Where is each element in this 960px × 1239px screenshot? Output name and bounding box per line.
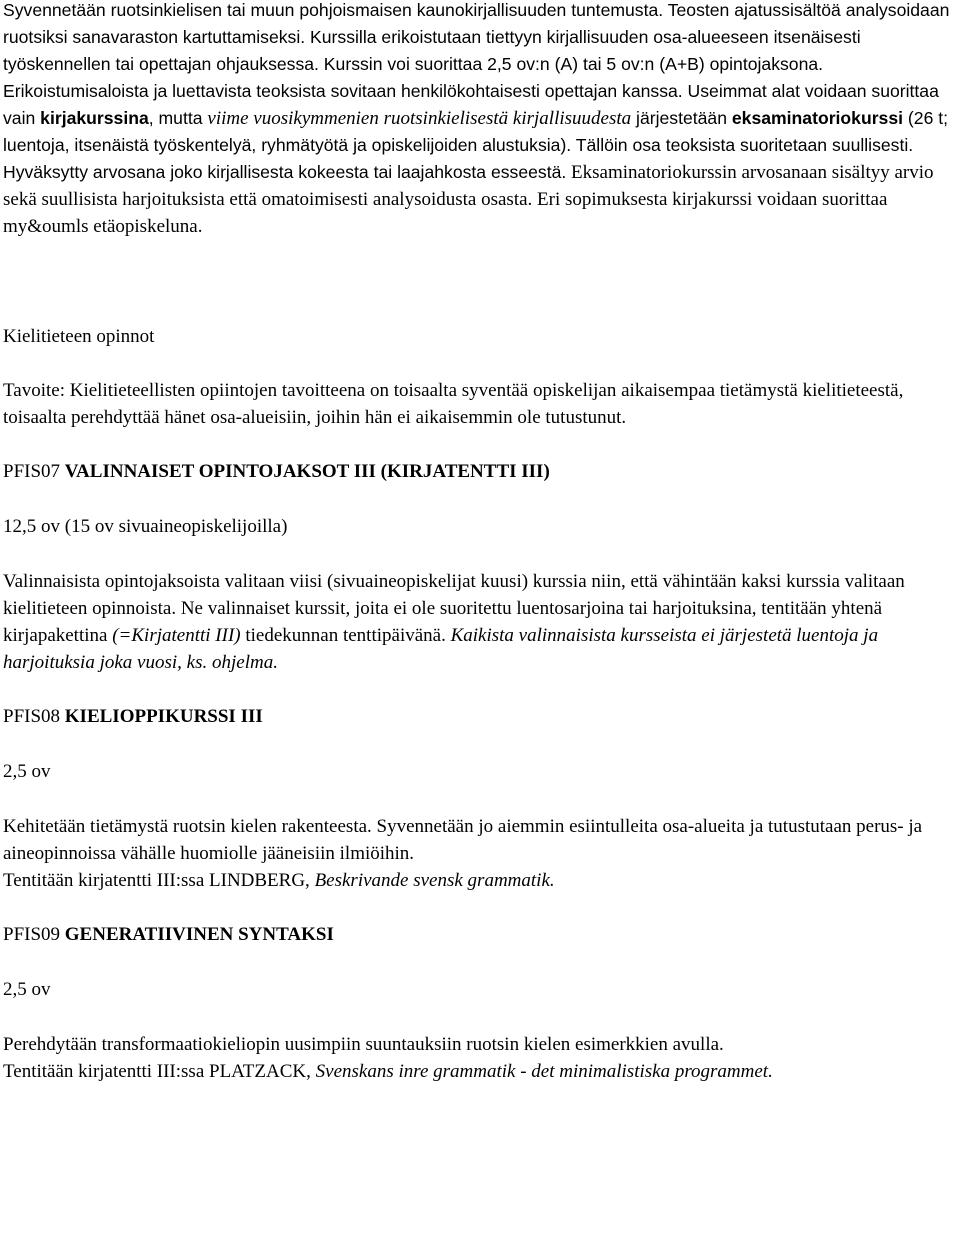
section-goal: Tavoite: Kielitieteellisten opiintojen tavoitteena on toisaalta syventää opiskelijan aikaisempaa tietämystä kielitieteestä, toisaalta perehdyttää hänet osa-alueisiin, joihin hän ei aikaisemmin ole tutustunut. xyxy=(3,380,904,428)
intro-text-4: (26 t; luentoja, itsenäistä työskentelyä, ryhmätyötä ja opiskelijoiden alustuksia). Tällöin osa teoksista suoritetaan suullisesti. xyxy=(3,108,949,155)
course-desc-italic: (=Kirjatentti III) xyxy=(112,625,241,646)
course-name: GENERATIIVINEN SYNTAKSI xyxy=(64,924,334,945)
course-credits-pfis09: 2,5 ov xyxy=(3,979,51,1000)
intro-block xyxy=(3,0,958,240)
course-exam-pfis08 xyxy=(3,867,958,894)
intro-text-3: järjestetään xyxy=(631,108,732,128)
intro-text-2: , mutta xyxy=(148,108,208,128)
course-code: PFIS07 xyxy=(3,461,65,482)
course-desc-pfis08: Kehitetään tietämystä ruotsin kielen rakenteesta. Syvennetään jo aiemmin esiintulleita osa-alueita ja tutustutaan perus- ja aineopinnoissa vähälle huomiolle jääneisiin ilmiöihin. xyxy=(3,816,923,864)
course-exam-pfis09 xyxy=(3,1058,958,1085)
course-name: KIELIOPPIKURSSI III xyxy=(64,706,263,727)
course-desc-text: Valinnaisista opintojaksoista valitaan viisi (sivuaineopiskelijat kuusi) kurssia niin, että vähintään kaksi kurssia valitaan kielitieteen opinnoista. Ne valinnaiset kurssit, joita ei ole suoritettu luentosarjoina tai harjoituksina, tentitään yhtenä kirjapakettina xyxy=(3,571,905,646)
grading-text-sans: Hyväksytty arvosana joko kirjallisesta kokeesta tai laajahkosta esseestä. xyxy=(3,162,567,182)
course-title-pfis07 xyxy=(3,458,958,485)
intro-bold-term-exam-course: eksaminatoriokurssi xyxy=(731,108,904,128)
course-code: PFIS09 xyxy=(3,924,65,945)
course-name: VALINNAISET OPINTOJAKSOT III (KIRJATENTTI III) xyxy=(64,461,550,482)
course-exam-book-title: Svenskans inre grammatik - det minimalistiska programmet. xyxy=(315,1061,773,1082)
intro-bold-term-book-course: kirjakurssina xyxy=(40,108,149,128)
intro-text: Syvennetään ruotsinkielisen tai muun pohjoismaisen kaunokirjallisuuden tuntemusta. Teosten ajatussisältöä analysoidaan ruotsiksi sanavaraston kartuttamiseksi. Kurssilla erikoistutaan tiettyyn kirjallisuuden osa-alueeseen itsenäisesti työskennellen tai opettajan ohjauksessa. Kurssin voi suorittaa 2,5 ov:n (A) tai 5 ov:n (A+B) opintojaksona. Erikoistumisaloista ja luettavista teoksista sovitaan henkilökohtaisesti opettajan kanssa. Useimmat alat voidaan suorittaa vain xyxy=(3,0,950,128)
course-desc-pfis07 xyxy=(3,568,958,676)
course-desc-text-2: tiedekunnan tenttipäivänä. xyxy=(240,625,451,646)
grading-text-serif: Eksaminatoriokurssin arvosanaan sisältyy arvio sekä suullisista harjoituksista että omatoimisesti analysoidusta osasta. Eri sopimuksesta kirjakurssi voidaan suorittaa my&oumls etäopiskeluna. xyxy=(3,162,934,237)
course-title-pfis09 xyxy=(3,921,958,948)
course-credits-pfis08: 2,5 ov xyxy=(3,761,51,782)
course-exam-text: Tentitään kirjatentti III:ssa LINDBERG, xyxy=(3,870,315,891)
course-title-pfis08 xyxy=(3,703,958,730)
intro-italic-phrase: viime vuosikymmenien ruotsinkielisestä kirjallisuudesta xyxy=(207,108,632,129)
course-desc-italic-2: Kaikista valinnaisista kursseista ei järjestetä luentoja ja harjoituksia joka vuosi, ks. ohjelma. xyxy=(3,625,879,673)
course-code: PFIS08 xyxy=(3,706,65,727)
course-exam-book-title: Beskrivande svensk grammatik. xyxy=(314,870,555,891)
section-heading: Kielitieteen opinnot xyxy=(3,326,155,347)
intro-paragraph xyxy=(3,0,958,159)
course-desc-pfis09: Perehdytään transformaatiokieliopin uusimpiin suuntauksiin ruotsin kielen esimerkkien avulla. xyxy=(3,1034,724,1055)
course-credits-pfis07: 12,5 ov (15 ov sivuaineopiskelijoilla) xyxy=(3,516,288,537)
grading-paragraph xyxy=(3,159,958,240)
course-exam-text: Tentitään kirjatentti III:ssa PLATZACK, xyxy=(3,1061,316,1082)
